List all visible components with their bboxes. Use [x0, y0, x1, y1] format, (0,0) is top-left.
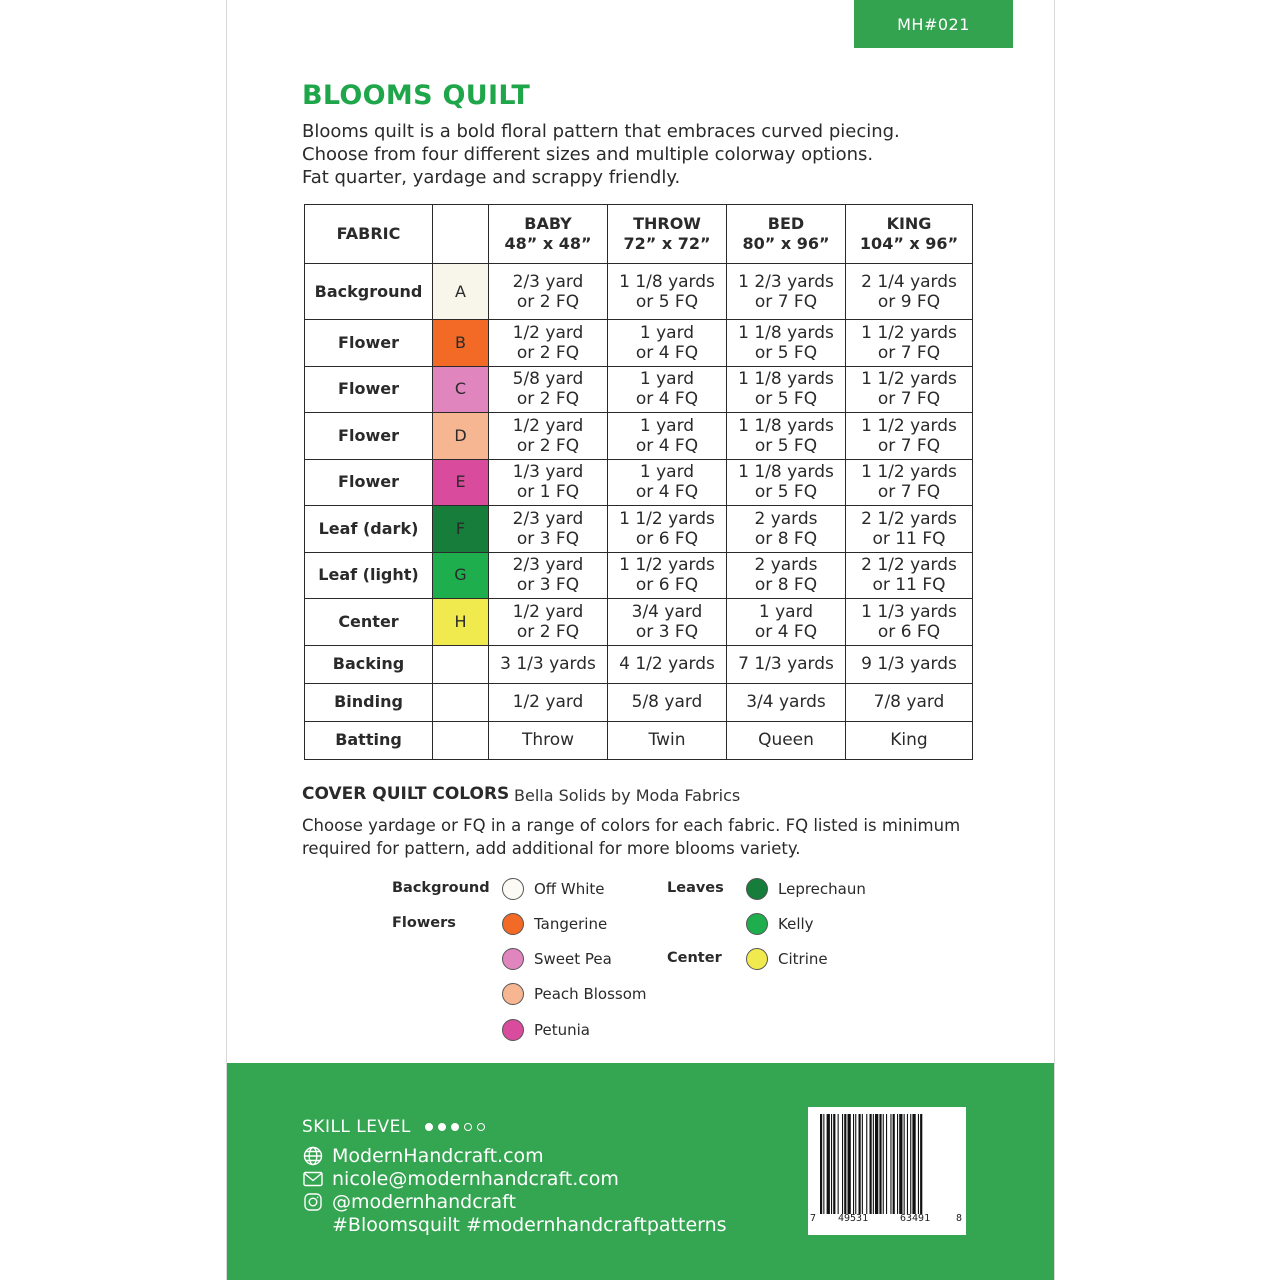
fabric-letter [433, 645, 489, 683]
yardage-cell: 1 1/8 yards or 5 FQ [727, 413, 846, 460]
fabric-letter: B [433, 320, 489, 367]
barcode-bar [910, 1114, 911, 1214]
swatch-tangerine [502, 913, 607, 935]
yardage-cell: 1/2 yard or 2 FQ [489, 413, 608, 460]
barcode-bar [890, 1114, 891, 1214]
yardage-cell: 2 1/2 yards or 11 FQ [846, 506, 973, 553]
barcode-bar [899, 1114, 902, 1214]
swatch-name: Sweet Pea [534, 950, 612, 968]
barcode-digit-group: 8 [956, 1213, 963, 1224]
barcode-bar [833, 1114, 835, 1214]
fabric-name: Flower [305, 459, 433, 506]
hashtags: #Bloomsquilt #modernhandcraftpatterns [332, 1214, 727, 1236]
yardage-cell: 1/2 yard or 2 FQ [489, 320, 608, 367]
yardage-cell: 2/3 yard or 3 FQ [489, 552, 608, 599]
barcode-digit-group: 63491 [900, 1213, 931, 1224]
barcode-bar [855, 1114, 856, 1214]
barcode-bar [873, 1114, 874, 1214]
yardage-cell: 1/2 yard or 2 FQ [489, 599, 608, 646]
barcode [808, 1107, 966, 1235]
yardage-cell: 1 yard or 4 FQ [727, 599, 846, 646]
swatch-name: Leprechaun [778, 880, 866, 898]
yardage-cell: 1 yard or 4 FQ [608, 366, 727, 413]
instagram-link[interactable] [302, 1191, 516, 1213]
barcode-bar [823, 1114, 824, 1214]
barcode-digits [808, 1213, 966, 1229]
skill-pip-filled [451, 1123, 459, 1131]
yardage-cell: 1 1/2 yards or 7 FQ [846, 366, 973, 413]
fabric-header: FABRIC [305, 205, 433, 264]
size-header-throw: THROW 72” x 72” [608, 205, 727, 264]
table-row [305, 506, 973, 553]
fabric-name: Flower [305, 413, 433, 460]
barcode-bar [820, 1114, 822, 1214]
yardage-cell: Twin [608, 721, 727, 759]
yardage-cell: Queen [727, 721, 846, 759]
barcode-digit-group: 7 [810, 1213, 817, 1224]
barcode-bar [912, 1114, 915, 1214]
yardage-cell: 7/8 yard [846, 683, 973, 721]
fabric-letter: C [433, 366, 489, 413]
yardage-cell: 1 1/8 yards or 5 FQ [608, 264, 727, 320]
description-line: required for pattern, add additional for more blooms variety. [302, 838, 801, 858]
fabric-letter [433, 721, 489, 759]
barcode-bar [862, 1114, 863, 1214]
cover-colors-description [302, 815, 1002, 860]
barcode-bar [848, 1114, 851, 1214]
legend-label-flowers: Flowers [392, 915, 456, 931]
barcode-bar [897, 1114, 898, 1214]
color-dot [746, 878, 768, 900]
skill-pip-filled [438, 1123, 446, 1131]
table-row [305, 264, 973, 320]
yardage-cell: 1 1/2 yards or 6 FQ [608, 506, 727, 553]
fabric-name: Leaf (dark) [305, 506, 433, 553]
fabric-name: Center [305, 599, 433, 646]
yardage-cell: 4 1/2 yards [608, 645, 727, 683]
fabric-letter: H [433, 599, 489, 646]
yardage-cell: 1 1/2 yards or 7 FQ [846, 413, 973, 460]
yardage-cell: 3 1/3 yards [489, 645, 608, 683]
yardage-cell: 1 1/8 yards or 5 FQ [727, 320, 846, 367]
letter-header [433, 205, 489, 264]
table-row [305, 721, 973, 759]
yardage-cell: 1 1/8 yards or 5 FQ [727, 459, 846, 506]
yardage-cell: 2/3 yard or 2 FQ [489, 264, 608, 320]
legend-label-center: Center [667, 950, 722, 966]
table-row [305, 552, 973, 599]
barcode-bar [875, 1114, 878, 1214]
fabric-requirements-table [304, 204, 973, 760]
swatch-sweet-pea [502, 948, 612, 970]
yardage-cell: 1 2/3 yards or 7 FQ [727, 264, 846, 320]
skill-level [302, 1117, 485, 1137]
fabric-name: Flower [305, 366, 433, 413]
fabric-letter: E [433, 459, 489, 506]
envelope-icon [302, 1168, 324, 1190]
skill-level-indicator [425, 1123, 485, 1131]
instagram-text: @modernhandcraft [332, 1191, 516, 1213]
table-row [305, 366, 973, 413]
website-link[interactable] [302, 1145, 544, 1167]
size-header-baby: BABY 48” x 48” [489, 205, 608, 264]
color-dot [502, 1019, 524, 1041]
yardage-cell: 9 1/3 yards [846, 645, 973, 683]
description-line: Choose yardage or FQ in a range of colors for each fabric. FQ listed is minimum [302, 816, 961, 835]
pattern-number-badge: MH#021 [854, 0, 1013, 48]
fabric-letter: F [433, 506, 489, 553]
yardage-cell: 3/4 yards [727, 683, 846, 721]
swatch-petunia [502, 1019, 590, 1041]
barcode-bar [866, 1114, 867, 1214]
fabric-name: Backing [305, 645, 433, 683]
barcode-bar [893, 1114, 895, 1214]
intro-paragraph [302, 120, 1002, 189]
fabric-letter: D [433, 413, 489, 460]
swatch-off-white [502, 878, 605, 900]
yardage-cell: 1/2 yard [489, 683, 608, 721]
table-row [305, 320, 973, 367]
swatch-leprechaun [746, 878, 866, 900]
table-row [305, 683, 973, 721]
barcode-bar [842, 1114, 843, 1214]
barcode-bar [838, 1114, 839, 1214]
table-row [305, 645, 973, 683]
instagram-icon [302, 1191, 324, 1213]
yardage-cell: 2 1/2 yards or 11 FQ [846, 552, 973, 599]
yardage-cell: 1 1/2 yards or 7 FQ [846, 459, 973, 506]
barcode-bar [904, 1114, 905, 1214]
globe-icon [302, 1145, 324, 1167]
cover-colors-subtitle: Bella Solids by Moda Fabrics [514, 786, 741, 805]
page-title: BLOOMS QUILT [302, 80, 531, 111]
swatch-citrine [746, 948, 828, 970]
swatch-name: Tangerine [534, 915, 608, 933]
yardage-cell: 2 yards or 8 FQ [727, 552, 846, 599]
cover-colors-title: COVER QUILT COLORS [302, 784, 510, 804]
skill-level-label: SKILL LEVEL [302, 1117, 411, 1137]
yardage-cell: 1/3 yard or 1 FQ [489, 459, 608, 506]
table-row [305, 459, 973, 506]
yardage-cell: 2 yards or 8 FQ [727, 506, 846, 553]
website-text: ModernHandcraft.com [332, 1145, 544, 1167]
color-dot [746, 913, 768, 935]
barcode-bars [820, 1114, 956, 1214]
fabric-name: Flower [305, 320, 433, 367]
skill-pip-empty [464, 1123, 472, 1131]
fabric-name: Binding [305, 683, 433, 721]
barcode-bar [859, 1114, 861, 1214]
color-dot [746, 948, 768, 970]
barcode-digit-group: 49531 [838, 1213, 869, 1224]
barcode-bar [886, 1114, 887, 1214]
yardage-cell: 2/3 yard or 3 FQ [489, 506, 608, 553]
swatch-peach-blossom [502, 983, 647, 1005]
fabric-name: Background [305, 264, 433, 320]
yardage-cell: 1 1/8 yards or 5 FQ [727, 366, 846, 413]
barcode-bar [844, 1114, 846, 1214]
legend-label-leaves: Leaves [667, 880, 724, 896]
barcode-bar [920, 1114, 922, 1214]
yardage-cell: 3/4 yard or 3 FQ [608, 599, 727, 646]
size-header-bed: BED 80” x 96” [727, 205, 846, 264]
color-dot [502, 878, 524, 900]
swatch-name: Petunia [534, 1021, 590, 1039]
intro-line: Blooms quilt is a bold floral pattern that embraces curved piecing. [302, 121, 900, 142]
barcode-bar [853, 1114, 854, 1214]
color-dot [502, 983, 524, 1005]
barcode-bar [883, 1114, 884, 1214]
intro-line: Choose from four different sizes and multiple colorway options. [302, 144, 874, 165]
size-header-king: KING 104” x 96” [846, 205, 973, 264]
email-text: nicole@modernhandcraft.com [332, 1168, 619, 1190]
barcode-bar [907, 1114, 908, 1214]
barcode-bar [879, 1114, 881, 1214]
footer-band [227, 1063, 1054, 1280]
yardage-cell: 1 1/3 yards or 6 FQ [846, 599, 973, 646]
barcode-bar [918, 1114, 919, 1214]
yardage-cell: King [846, 721, 973, 759]
yardage-cell: 7 1/3 yards [727, 645, 846, 683]
fabric-letter: A [433, 264, 489, 320]
intro-line: Fat quarter, yardage and scrappy friendly. [302, 167, 681, 188]
fabric-letter [433, 683, 489, 721]
swatch-name: Citrine [778, 950, 828, 968]
swatch-name: Kelly [778, 915, 814, 933]
yardage-cell: 1 yard or 4 FQ [608, 459, 727, 506]
yardage-cell: 2 1/4 yards or 9 FQ [846, 264, 973, 320]
fabric-name: Batting [305, 721, 433, 759]
yardage-cell: 1 1/2 yards or 7 FQ [846, 320, 973, 367]
yardage-cell: 5/8 yard or 2 FQ [489, 366, 608, 413]
fabric-letter: G [433, 552, 489, 599]
swatch-name: Peach Blossom [534, 985, 647, 1003]
barcode-bar [870, 1114, 872, 1214]
email-link[interactable] [302, 1168, 619, 1190]
swatch-name: Off White [534, 880, 605, 898]
color-dot [502, 948, 524, 970]
table-row [305, 413, 973, 460]
legend-label-background: Background [392, 880, 490, 896]
color-dot [502, 913, 524, 935]
fabric-name: Leaf (light) [305, 552, 433, 599]
barcode-bar [827, 1114, 830, 1214]
skill-pip-empty [477, 1123, 485, 1131]
yardage-cell: 1 yard or 4 FQ [608, 320, 727, 367]
table-body [305, 264, 973, 760]
skill-pip-filled [425, 1123, 433, 1131]
barcode-bar [831, 1114, 832, 1214]
yardage-cell: 1 1/2 yards or 6 FQ [608, 552, 727, 599]
table-row [305, 599, 973, 646]
yardage-cell: 5/8 yard [608, 683, 727, 721]
yardage-cell: 1 yard or 4 FQ [608, 413, 727, 460]
swatch-kelly [746, 913, 814, 935]
yardage-cell: Throw [489, 721, 608, 759]
pattern-back-cover [226, 0, 1055, 1280]
